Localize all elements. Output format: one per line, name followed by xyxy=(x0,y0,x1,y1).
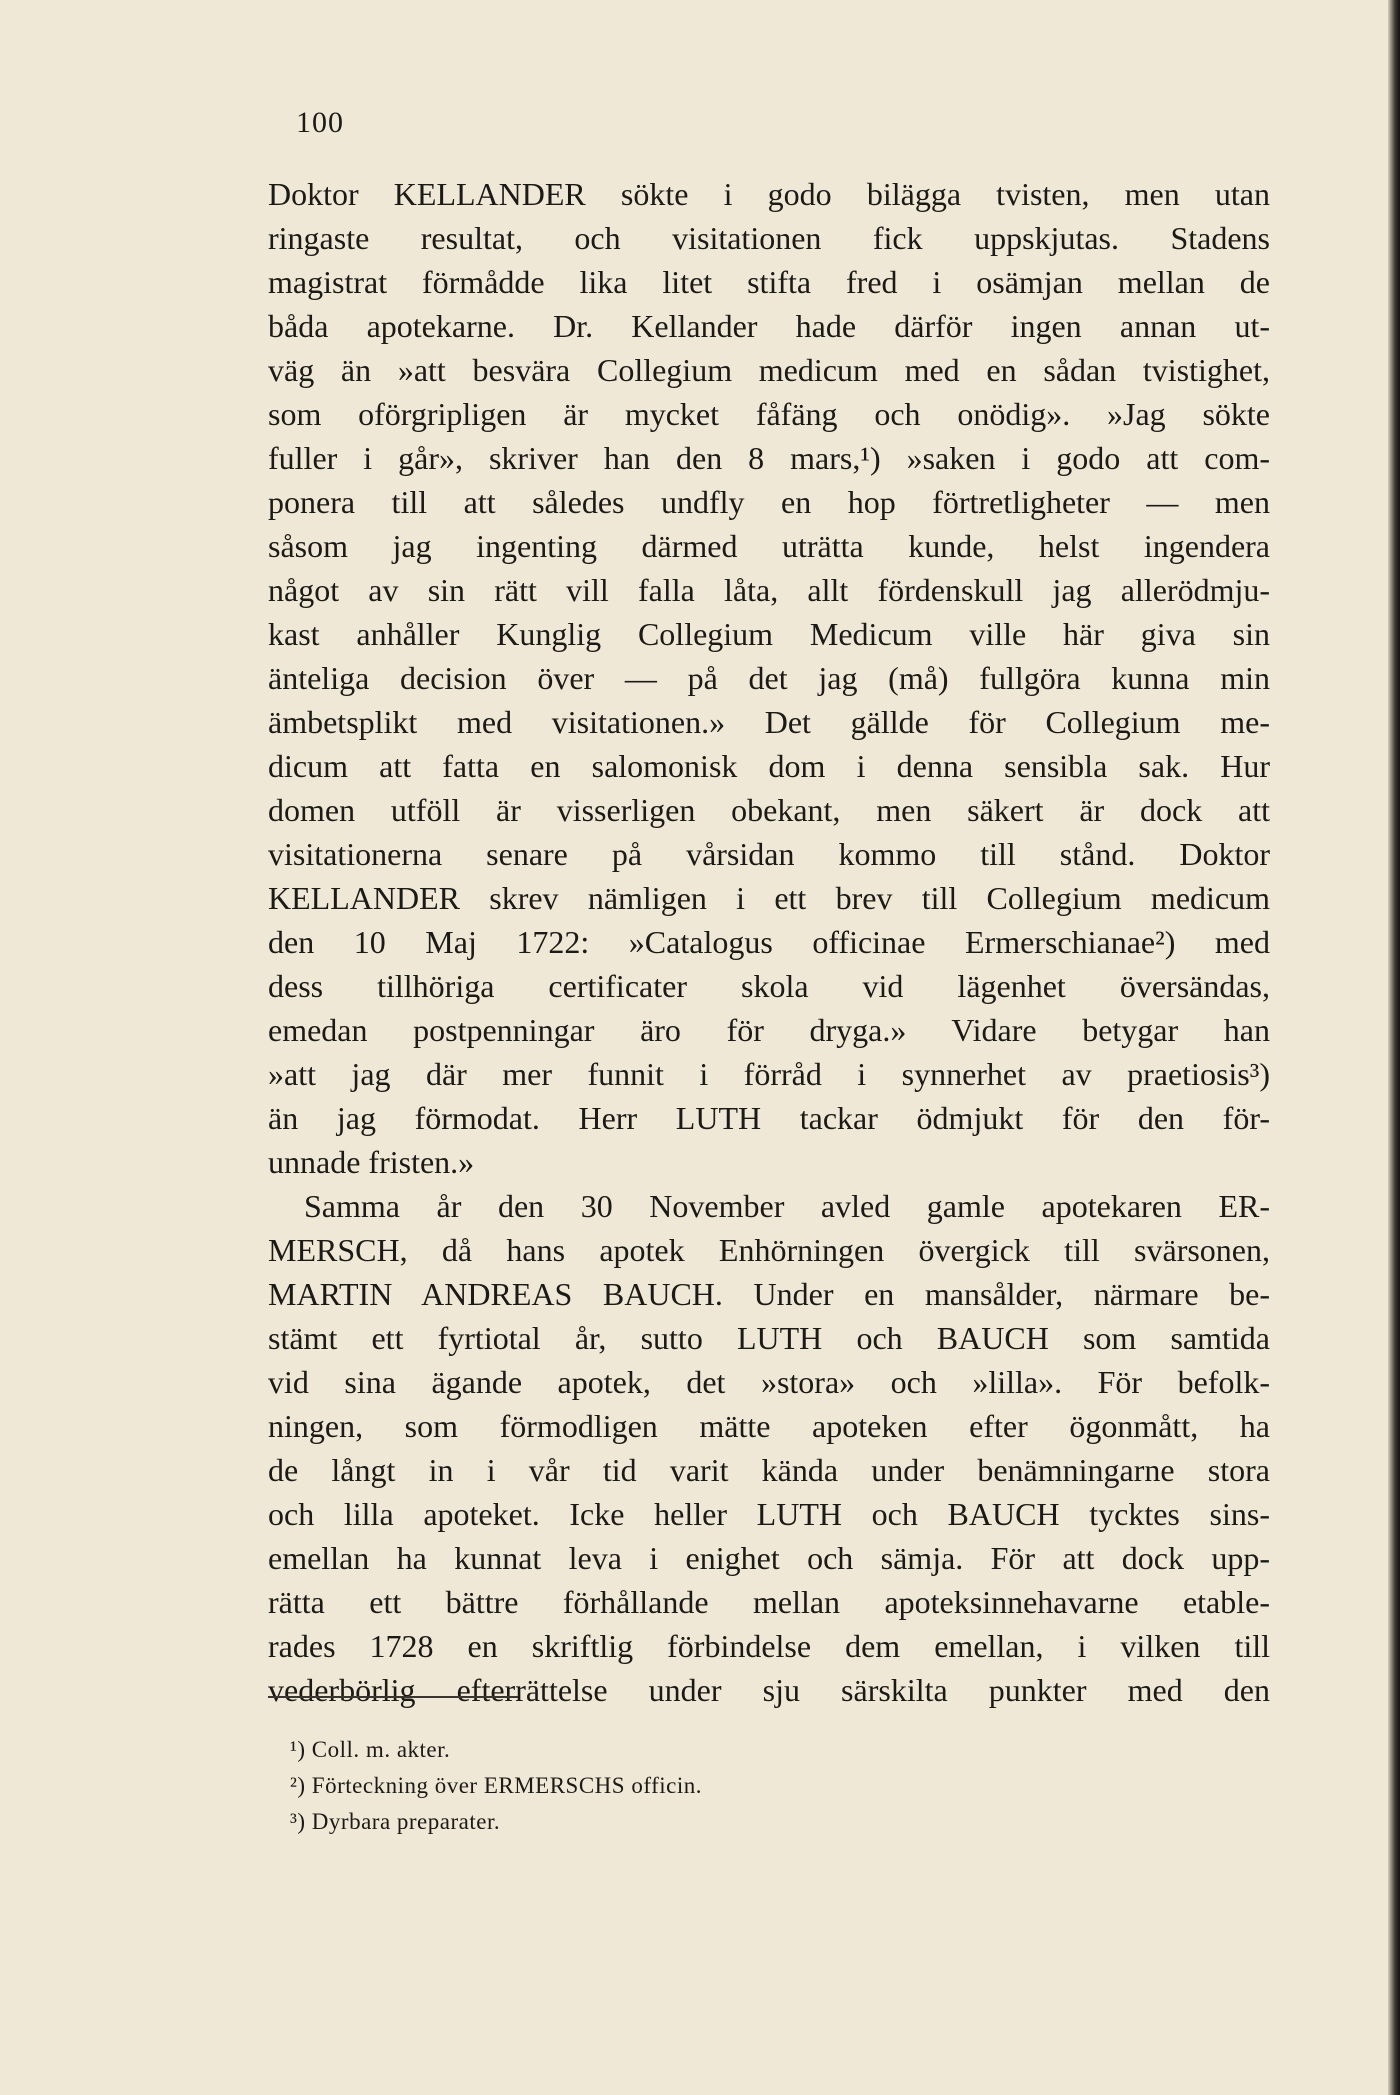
text-line: ponera till att således undfly en hop förtretligheter — men xyxy=(268,484,1270,520)
body-text xyxy=(268,172,1270,1712)
text-line: KELLANDER skrev nämligen i ett brev till Collegium medicum xyxy=(268,880,1270,916)
footnote: ²) Förteckning över ERMERSCHS officin. xyxy=(290,1773,702,1798)
page-edge-shadow xyxy=(1388,0,1400,2095)
text-line: rades 1728 en skriftlig förbindelse dem emellan, i vilken till xyxy=(268,1628,1270,1664)
text-line: visitationerna senare på vårsidan kommo till stånd. Doktor xyxy=(268,836,1270,872)
text-line: de långt in i vår tid varit kända under benämningarne stora xyxy=(268,1452,1270,1488)
footnote: ³) Dyrbara preparater. xyxy=(290,1809,501,1834)
footnote-divider xyxy=(268,1696,518,1698)
footnote: ¹) Coll. m. akter. xyxy=(290,1737,451,1762)
text-line: emellan ha kunnat leva i enighet och sämja. För att dock upp- xyxy=(268,1540,1270,1576)
text-line: vid sina ägande apotek, det »stora» och »lilla». För befolk- xyxy=(268,1364,1270,1400)
text-line: dicum att fatta en salomonisk dom i denna sensibla sak. Hur xyxy=(268,748,1270,784)
text-line-paragraph-start: Samma år den 30 November avled gamle apotekaren ER- xyxy=(304,1188,1270,1224)
text-line: fuller i går», skriver han den 8 mars,¹) »saken i godo att com- xyxy=(268,440,1270,476)
text-line: stämt ett fyrtiotal år, sutto LUTH och BAUCH som samtida xyxy=(268,1320,1270,1356)
text-line: »att jag där mer funnit i förråd i synnerhet av praetiosis³) xyxy=(268,1056,1270,1092)
text-line: som oförgripligen är mycket fåfäng och onödig». »Jag sökte xyxy=(268,396,1270,432)
text-line: magistrat förmådde lika litet stifta fred i osämjan mellan de xyxy=(268,264,1270,300)
text-line-paragraph-end: unnade fristen.» xyxy=(268,1144,475,1180)
text-line: Doktor KELLANDER sökte i godo bilägga tvisten, men utan xyxy=(268,176,1270,212)
text-line: änteliga decision över — på det jag (må) fullgöra kunna min xyxy=(268,660,1270,696)
page-number: 100 xyxy=(296,106,344,139)
text-line: än jag förmodat. Herr LUTH tackar ödmjukt för den för- xyxy=(268,1100,1270,1136)
text-line: ningen, som förmodligen mätte apoteken efter ögonmått, ha xyxy=(268,1408,1270,1444)
text-line: dess tillhöriga certificater skola vid lägenhet översändas, xyxy=(268,968,1270,1004)
text-line: ämbetsplikt med visitationen.» Det gällde för Collegium me- xyxy=(268,704,1270,740)
text-line: något av sin rätt vill falla låta, allt fördenskull jag allerödmju- xyxy=(268,572,1270,608)
text-line: båda apotekarne. Dr. Kellander hade därför ingen annan ut- xyxy=(268,308,1270,344)
text-line: rätta ett bättre förhållande mellan apoteksinnehavarne etable- xyxy=(268,1584,1270,1620)
text-line: MARTIN ANDREAS BAUCH. Under en mansålder, närmare be- xyxy=(268,1276,1270,1312)
text-line: ringaste resultat, och visitationen fick uppskjutas. Stadens xyxy=(268,220,1270,256)
text-line: kast anhåller Kunglig Collegium Medicum ville här giva sin xyxy=(268,616,1270,652)
text-line: och lilla apoteket. Icke heller LUTH och BAUCH tycktes sins- xyxy=(268,1496,1270,1532)
text-line: vederbörlig efterrättelse under sju särskilta punkter med den xyxy=(268,1672,1270,1708)
text-line: domen utföll är visserligen obekant, men säkert är dock att xyxy=(268,792,1270,828)
footnotes xyxy=(290,1732,702,1840)
text-line: MERSCH, då hans apotek Enhörningen övergick till svärsonen, xyxy=(268,1232,1270,1268)
text-line: emedan postpenningar äro för dryga.» Vidare betygar han xyxy=(268,1012,1270,1048)
text-line: den 10 Maj 1722: »Catalogus officinae Ermerschianae²) med xyxy=(268,924,1270,960)
text-line: väg än »att besvära Collegium medicum med en sådan tvistighet, xyxy=(268,352,1270,388)
text-line: såsom jag ingenting därmed uträtta kunde, helst ingendera xyxy=(268,528,1270,564)
